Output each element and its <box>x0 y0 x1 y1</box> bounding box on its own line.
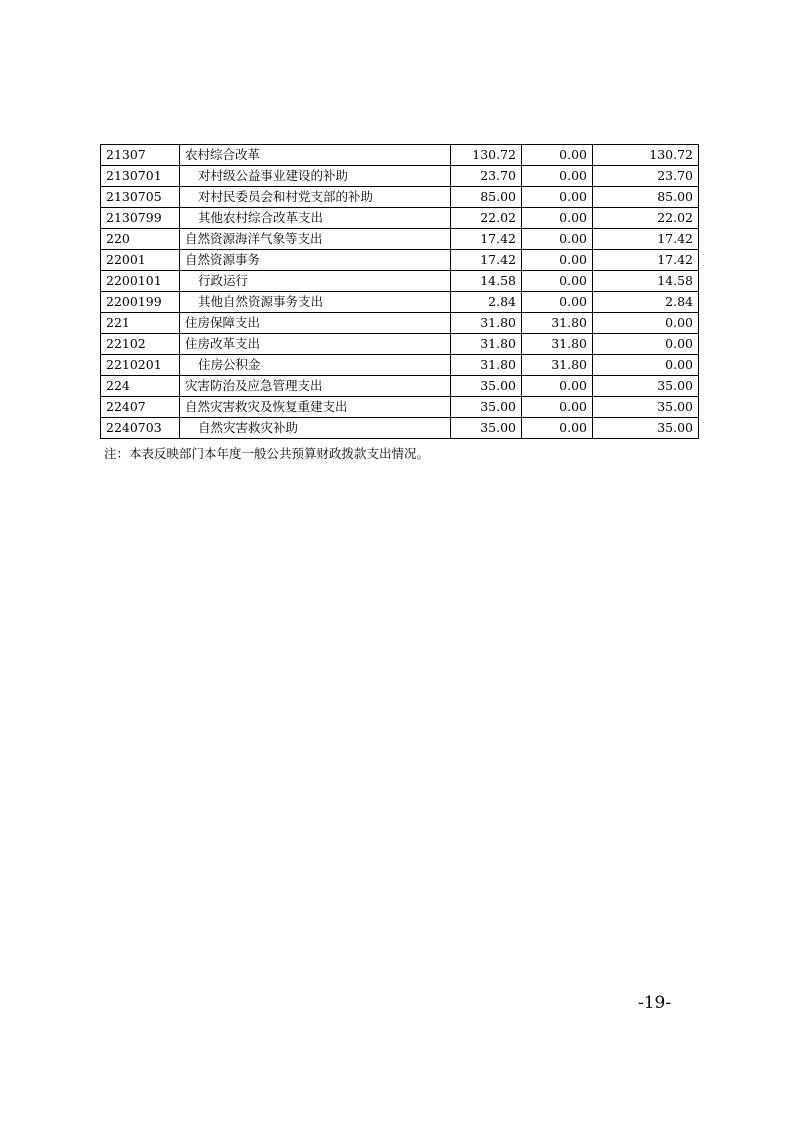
page-number: -19- <box>638 993 672 1013</box>
total-amount-cell: 17.42 <box>451 229 522 250</box>
table-note: 注：本表反映部门本年度一般公共预算财政拨款支出情况。 <box>104 446 430 461</box>
total-amount-cell: 35.00 <box>451 376 522 397</box>
project-expenditure-cell: 0.00 <box>593 334 699 355</box>
total-amount-cell: 31.80 <box>451 355 522 376</box>
subject-code-cell: 221 <box>101 313 180 334</box>
basic-expenditure-cell: 0.00 <box>522 187 593 208</box>
subject-name-cell: 自然资源事务 <box>180 250 451 271</box>
total-amount-cell: 17.42 <box>451 250 522 271</box>
total-amount-cell: 31.80 <box>451 334 522 355</box>
basic-expenditure-cell: 0.00 <box>522 397 593 418</box>
total-amount-cell: 31.80 <box>451 313 522 334</box>
basic-expenditure-cell: 31.80 <box>522 313 593 334</box>
basic-expenditure-cell: 31.80 <box>522 334 593 355</box>
subject-name-cell: 农村综合改革 <box>180 145 451 166</box>
subject-code-cell: 2130705 <box>101 187 180 208</box>
table-row <box>101 187 699 208</box>
subject-code-cell: 22407 <box>101 397 180 418</box>
subject-name-cell: 其他自然资源事务支出 <box>180 292 451 313</box>
project-expenditure-cell: 17.42 <box>593 250 699 271</box>
table-row <box>101 376 699 397</box>
table-row <box>101 145 699 166</box>
subject-name-cell: 住房公积金 <box>180 355 451 376</box>
subject-code-cell: 2130701 <box>101 166 180 187</box>
project-expenditure-cell: 35.00 <box>593 376 699 397</box>
table-row <box>101 397 699 418</box>
project-expenditure-cell: 85.00 <box>593 187 699 208</box>
project-expenditure-cell: 14.58 <box>593 271 699 292</box>
basic-expenditure-cell: 0.00 <box>522 166 593 187</box>
project-expenditure-cell: 0.00 <box>593 313 699 334</box>
subject-name-cell: 住房保障支出 <box>180 313 451 334</box>
table-row <box>101 250 699 271</box>
subject-code-cell: 2240703 <box>101 418 180 439</box>
total-amount-cell: 35.00 <box>451 397 522 418</box>
subject-code-cell: 22001 <box>101 250 180 271</box>
subject-code-cell: 2200101 <box>101 271 180 292</box>
table-row <box>101 313 699 334</box>
table-row <box>101 292 699 313</box>
total-amount-cell: 14.58 <box>451 271 522 292</box>
subject-name-cell: 行政运行 <box>180 271 451 292</box>
subject-name-cell: 自然资源海洋气象等支出 <box>180 229 451 250</box>
table-row <box>101 334 699 355</box>
project-expenditure-cell: 23.70 <box>593 166 699 187</box>
table-row <box>101 355 699 376</box>
table-row <box>101 229 699 250</box>
subject-name-cell: 对村级公益事业建设的补助 <box>180 166 451 187</box>
basic-expenditure-cell: 0.00 <box>522 229 593 250</box>
total-amount-cell: 2.84 <box>451 292 522 313</box>
basic-expenditure-cell: 0.00 <box>522 292 593 313</box>
subject-code-cell: 224 <box>101 376 180 397</box>
subject-code-cell: 21307 <box>101 145 180 166</box>
subject-name-cell: 灾害防治及应急管理支出 <box>180 376 451 397</box>
basic-expenditure-cell: 0.00 <box>522 376 593 397</box>
table-row <box>101 166 699 187</box>
subject-name-cell: 对村民委员会和村党支部的补助 <box>180 187 451 208</box>
basic-expenditure-cell: 31.80 <box>522 355 593 376</box>
project-expenditure-cell: 22.02 <box>593 208 699 229</box>
subject-name-cell: 自然灾害救灾及恢复重建支出 <box>180 397 451 418</box>
basic-expenditure-cell: 0.00 <box>522 208 593 229</box>
total-amount-cell: 23.70 <box>451 166 522 187</box>
total-amount-cell: 130.72 <box>451 145 522 166</box>
project-expenditure-cell: 17.42 <box>593 229 699 250</box>
project-expenditure-cell: 2.84 <box>593 292 699 313</box>
table-row <box>101 418 699 439</box>
subject-code-cell: 220 <box>101 229 180 250</box>
project-expenditure-cell: 35.00 <box>593 397 699 418</box>
subject-code-cell: 22102 <box>101 334 180 355</box>
subject-code-cell: 2210201 <box>101 355 180 376</box>
total-amount-cell: 35.00 <box>451 418 522 439</box>
subject-name-cell: 自然灾害救灾补助 <box>180 418 451 439</box>
total-amount-cell: 85.00 <box>451 187 522 208</box>
basic-expenditure-cell: 0.00 <box>522 250 593 271</box>
table-row <box>101 271 699 292</box>
total-amount-cell: 22.02 <box>451 208 522 229</box>
project-expenditure-cell: 130.72 <box>593 145 699 166</box>
subject-name-cell: 其他农村综合改革支出 <box>180 208 451 229</box>
basic-expenditure-cell: 0.00 <box>522 145 593 166</box>
budget-expenditure-table <box>100 144 699 439</box>
subject-code-cell: 2130799 <box>101 208 180 229</box>
table-body <box>101 145 699 439</box>
basic-expenditure-cell: 0.00 <box>522 418 593 439</box>
project-expenditure-cell: 35.00 <box>593 418 699 439</box>
basic-expenditure-cell: 0.00 <box>522 271 593 292</box>
project-expenditure-cell: 0.00 <box>593 355 699 376</box>
subject-name-cell: 住房改革支出 <box>180 334 451 355</box>
table-row <box>101 208 699 229</box>
subject-code-cell: 2200199 <box>101 292 180 313</box>
